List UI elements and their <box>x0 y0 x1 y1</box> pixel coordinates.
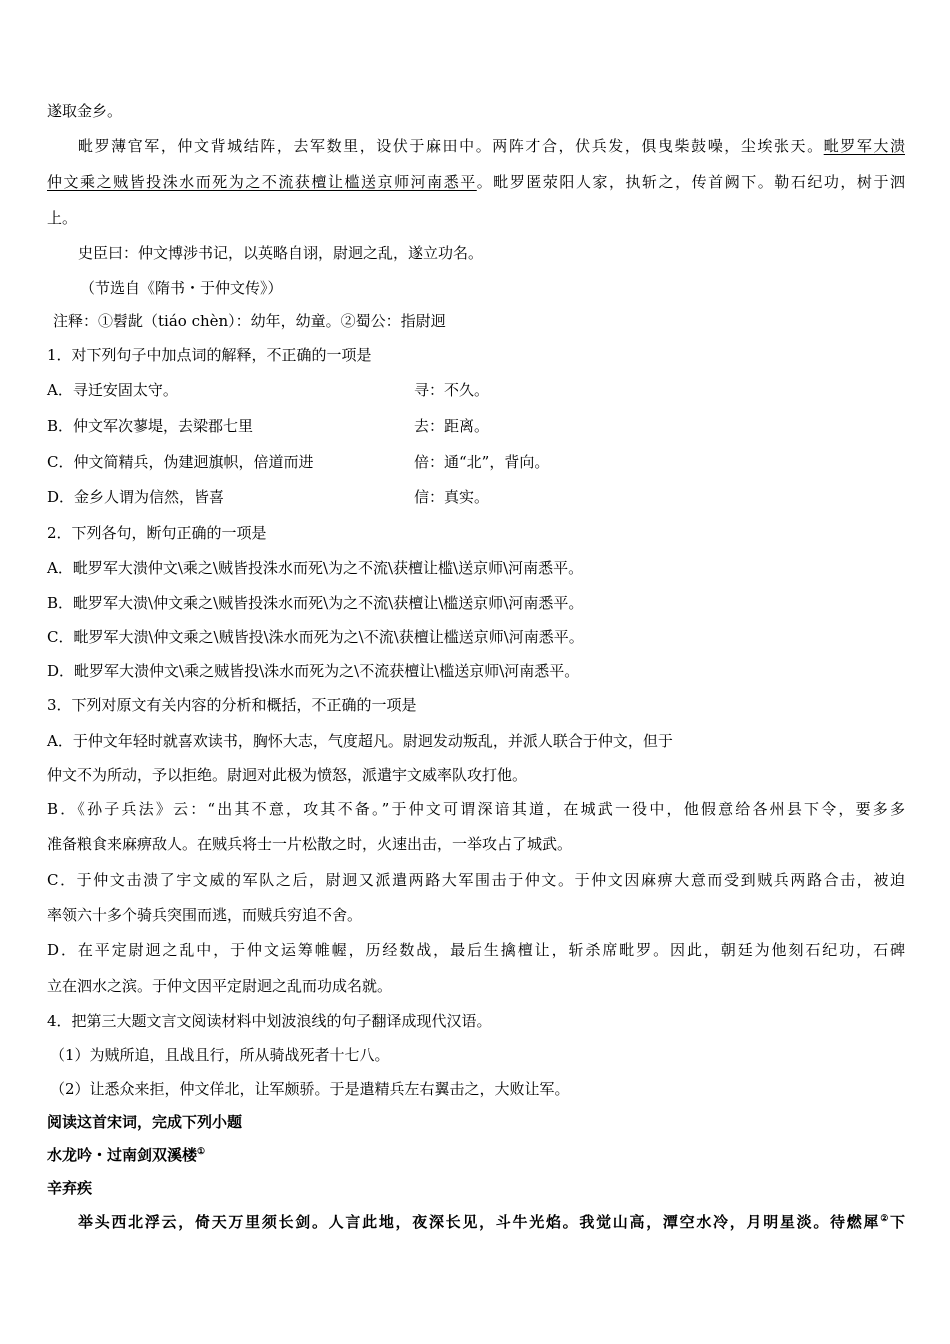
footnote-marker: ① <box>197 1147 206 1157</box>
source-citation: （节选自《隋书・于仲文传》） <box>80 279 283 297</box>
passage-line: 遂取金乡。 <box>47 102 123 120</box>
annotation-notes: 注释：①髫龀（tiáo chèn）：幼年，幼童。②蜀公：指尉迥 <box>53 312 446 330</box>
option-row: C．毗罗军大溃\仲文乘之\贼皆投\洙水而死为之\不流\获檀让槛送京师\河南悉平。 <box>47 628 584 646</box>
passage-line: 上。 <box>47 209 78 227</box>
option-row <box>47 451 647 473</box>
question-stem: 4．把第三大题文言文阅读材料中划波浪线的句子翻译成现代汉语。 <box>47 1012 492 1030</box>
wavy-underlined-sentence: 仲文乘之贼皆投洙水而死为之不流获檀让槛送京师河南悉平 <box>47 173 477 191</box>
passage-line <box>47 171 905 193</box>
option-line: B．《孙子兵法》云：“出其不意，攻其不备。”于仲文可谓深谙其道，在城武一役中，他假意给各州县下令，要多多 <box>47 800 905 818</box>
poem-author: 辛弃疾 <box>47 1179 93 1197</box>
footnote-marker: ② <box>880 1214 890 1224</box>
option-text: C．仲文简精兵，伪建迥旗帜，倍道而进 <box>47 453 314 471</box>
option-line: 立在泗水之滨。于仲文因平定尉迥之乱而功成名就。 <box>47 977 393 995</box>
passage-text: 毗罗薄官军，仲文背城结阵，去军数里，设伏于麻田中。两阵才合，伏兵发，俱曳柴鼓噪，尘埃张天。 <box>78 137 824 155</box>
option-line: C．于仲文击溃了宇文威的军队之后，尉迥又派遣两路大军围击于仲文。于仲文因麻痹大意而受到贼兵两路合击，被迫 <box>47 871 905 889</box>
option-line: 率领六十多个骑兵突围而逃，而贼兵穷追不舍。 <box>47 906 363 924</box>
translation-item: （1）为贼所追，且战且行，所从骑战死者十七八。 <box>50 1046 390 1064</box>
poem-line: 举头西北浮云，倚天万里须长剑。人言此地，夜深长见，斗牛光焰。我觉山高，潭空水冷，月明星淡。待燃犀②下 <box>78 1213 905 1231</box>
option-text: A．寻迁安固太守。 <box>47 381 178 399</box>
option-row: A．毗罗军大溃仲文\乘之\贼皆投洙水而死\为之不流\获檀让槛\送京师\河南悉平。 <box>47 559 584 577</box>
question-stem: 3．下列对原文有关内容的分析和概括，不正确的一项是 <box>47 696 417 714</box>
option-row <box>47 379 647 401</box>
option-line: D．在平定尉迥之乱中，于仲文运筹帷幄，历经数战，最后生擒檀让，斩杀席毗罗。因此，朝廷为他刻石纪功，石碑 <box>47 941 905 959</box>
translation-item: （2）让悉众来拒，仲文佯北，让军颇骄。于是遣精兵左右翼击之，大败让军。 <box>50 1080 570 1098</box>
option-explanation: 倍：通“北”，背向。 <box>414 453 550 471</box>
option-line: 准备粮食来麻痹敌人。在贼兵将士一片松散之时，火速出击，一举攻占了城武。 <box>47 835 573 853</box>
option-row <box>47 415 647 437</box>
historian-comment: 史臣曰：仲文博涉书记，以英略自诩，尉迥之乱，遂立功名。 <box>78 244 484 262</box>
option-explanation: 信：真实。 <box>414 488 490 506</box>
option-explanation: 去：距离。 <box>414 417 490 435</box>
option-explanation: 寻：不久。 <box>414 381 490 399</box>
passage-text: 。毗罗匿荥阳人家，执斩之，传首阙下。勒石纪功，树于泗 <box>476 173 905 191</box>
option-text: D．金乡人谓为信然，皆喜 <box>47 488 225 506</box>
poem-title: 水龙吟・过南剑双溪楼① <box>47 1146 206 1164</box>
option-row <box>47 486 647 508</box>
option-line: 仲文不为所动，予以拒绝。尉迥对此极为愤怒，派遣宇文威率队攻打他。 <box>47 766 528 784</box>
wavy-underlined-sentence: 毗罗军大溃 <box>823 137 905 155</box>
question-stem: 1．对下列句子中加点词的解释，不正确的一项是 <box>47 346 372 364</box>
passage-paragraph <box>78 135 905 157</box>
section-heading: 阅读这首宋词，完成下列小题 <box>47 1113 243 1131</box>
option-text: B．仲文军次蓼堤，去梁郡七里 <box>47 417 254 435</box>
option-line: A．于仲文年轻时就喜欢读书，胸怀大志，气度超凡。尉迥发动叛乱，并派人联合于仲文，但于 <box>47 732 673 750</box>
option-row: D．毗罗军大溃仲文\乘之贼皆投\洙水而死为之\不流获檀让\槛送京师\河南悉平。 <box>47 662 580 680</box>
option-row: B．毗罗军大溃\仲文乘之\贼皆投洙水而死\为之不流\获檀让\槛送京师\河南悉平。 <box>47 594 584 612</box>
question-stem: 2．下列各句，断句正确的一项是 <box>47 524 267 542</box>
